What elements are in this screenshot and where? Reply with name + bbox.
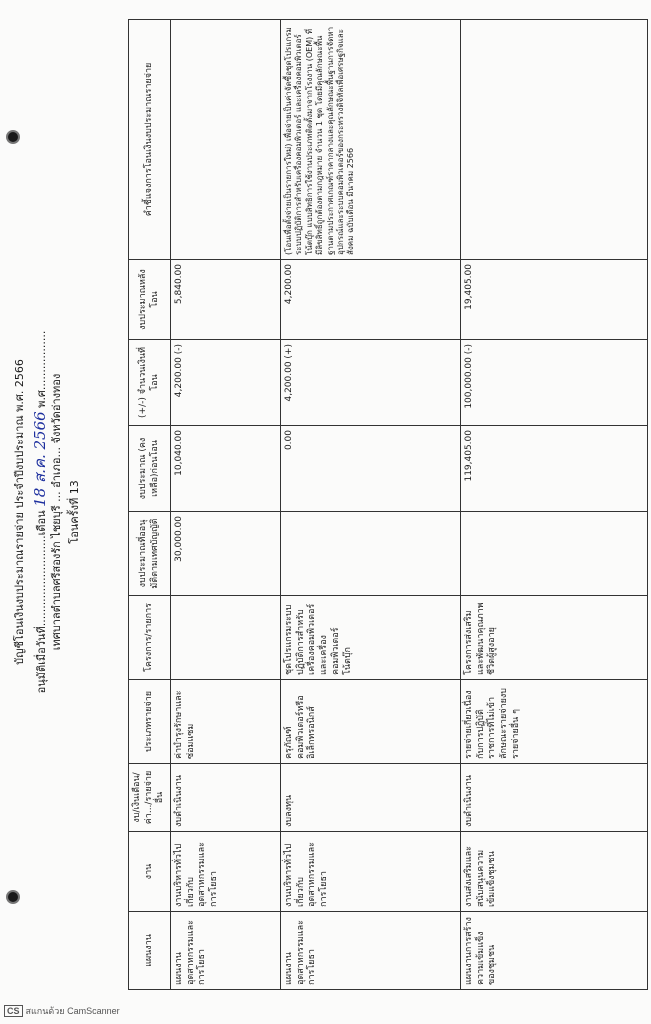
cell-transfer-amount: 4,200.00 (+) <box>281 340 461 426</box>
handwritten-date: 18 ส.ค. 2566 <box>31 411 49 507</box>
cell-before-transfer: 119,405.00 <box>461 426 648 512</box>
col-header-transfer-amount: (+/-) จำนวนเงินที่โอน <box>129 340 171 426</box>
col-header-work: งาน <box>129 832 171 912</box>
col-header-approved-budget: งบประมาณที่ออนุมัติตามเทศบัญญัติ <box>129 512 171 596</box>
table-row <box>461 20 648 990</box>
transfer-number: โอนครั้งที่ 13 <box>68 480 81 544</box>
table-row <box>171 20 281 990</box>
col-header-before-transfer: งบประมาณ (คงเหลือ)ก่อนโอน <box>129 426 171 512</box>
cell-project: โครงการส่งเสริมและพัฒนาคุณภาพชีวิตผู้สูงอายุ <box>461 596 648 680</box>
cell-plan: แผนงานอุตสาหกรรมและการโยธา <box>281 912 461 990</box>
camscanner-logo-icon: CS <box>4 1005 23 1017</box>
cell-expense-type: ค่าบำรุงรักษาและซ่อมแซม <box>171 680 281 764</box>
cell-approved-budget: 30,000.00 <box>171 512 281 596</box>
cell-before-transfer: 10,040.00 <box>171 426 281 512</box>
cell-budget-type: งบลงทุน <box>281 764 461 832</box>
cell-plan: แผนงานการสร้างความเข้มแข็งของชุมชน <box>461 912 648 990</box>
cell-work: งานบริหารทั่วไปเกี่ยวกับอุตสาหกรรมและการโยธา <box>281 832 461 912</box>
cell-after-transfer: 4,200.00 <box>281 260 461 340</box>
cell-reason <box>171 20 281 260</box>
cell-work: งานบริหารทั่วไปเกี่ยวกับอุตสาหกรรมและการโยธา <box>171 832 281 912</box>
cell-expense-type: ครุภัณฑ์คอมพิวเตอร์หรืออิเล็กทรอนิกส์ <box>281 680 461 764</box>
cell-transfer-amount: 100,000.00 (-) <box>461 340 648 426</box>
cell-reason <box>461 20 648 260</box>
col-header-project: โครงการ/รายการ <box>129 596 171 680</box>
col-header-expense-type: ประเภทรายจ่าย <box>129 680 171 764</box>
header-row <box>129 20 171 990</box>
cell-before-transfer: 0.00 <box>281 426 461 512</box>
budget-transfer-table <box>128 19 648 990</box>
cell-budget-type: งบดำเนินงาน <box>461 764 648 832</box>
approval-date-line: อนุมัติเมื่อวันที่..........................เดือน 18 ส.ค. 2566 พ.ศ................. <box>31 330 49 694</box>
cell-approved-budget <box>461 512 648 596</box>
document-title: บัญชีโอนเงินงบประมาณรายจ่าย ประจำปีงบประมาณ พ.ศ. 2566 <box>13 359 26 665</box>
cell-budget-type: งบดำเนินงาน <box>171 764 281 832</box>
scanner-label: สแกนด้วย CamScanner <box>25 1006 120 1016</box>
cell-reason: (โอนเพื่อตั้งจ่ายเป็นรายการใหม่) เพื่อจ่ายเป็นค่าจัดซื้อชุดโปรแกรมระบบปฏิบัติการสำหรับเครื่องคอมพิวเตอร์ และเครื่องคอมพิวเตอร์โน้ตบุ๊ก แบบสิทธิการใช้งานประเภทติดตั้งมาจากโรงงาน (OEM) ที่มีลิขสิทธิ์ถูกต้องตามกฎหมาย จำนวน 1 ชุด โดยมีคุณลักษณะพื้นฐานตามประกาศเกณฑ์ราคากลางและคุณลักษณะพื้นฐานการจัดหาอุปกรณ์และระบบคอมพิวเตอร์ของกระทรวงดิจิทัลเพื่อเศรษฐกิจและสังคม ฉบับเดือน มีนาคม 2566 <box>281 20 461 260</box>
col-header-reason: คำชี้แจงการโอนเงินงบประมาณรายจ่าย <box>129 20 171 260</box>
col-header-after-transfer: งบประมาณหลังโอน <box>129 260 171 340</box>
camscanner-watermark <box>4 1004 120 1018</box>
cell-plan: แผนงานอุตสาหกรรมและการโยธา <box>171 912 281 990</box>
table-row <box>281 20 461 990</box>
cell-after-transfer: 19,405.00 <box>461 260 648 340</box>
cell-approved-budget <box>281 512 461 596</box>
col-header-budget-type: งบ/เงินเดือน/ค่า.../รายจ่ายอื่น <box>129 764 171 832</box>
cell-after-transfer: 5,840.00 <box>171 260 281 340</box>
col-header-plan: แผนงาน <box>129 912 171 990</box>
agency-line: เทศบาลตำบลศรีสองรัก ไชยบุรี ... อำเภอ... จังหวัดอ่างทอง <box>50 373 63 651</box>
cell-work: งานส่งเสริมและสนับสนุนความเข้มแข็งชุมชน <box>461 832 648 912</box>
cell-transfer-amount: 4,200.00 (-) <box>171 340 281 426</box>
cell-project <box>171 596 281 680</box>
cell-project: ชุดโปรแกรมระบบปฏิบัติการสำหรับเครื่องคอมพิวเตอร์และเครื่องคอมพิวเตอร์โน้ตบุ๊ก <box>281 596 461 680</box>
cell-expense-type: รายจ่ายเกี่ยวเนื่องกับการปฏิบัติราชการที่ไม่เข้าลักษณะรายจ่ายงบรายจ่ายอื่น ๆ <box>461 680 648 764</box>
